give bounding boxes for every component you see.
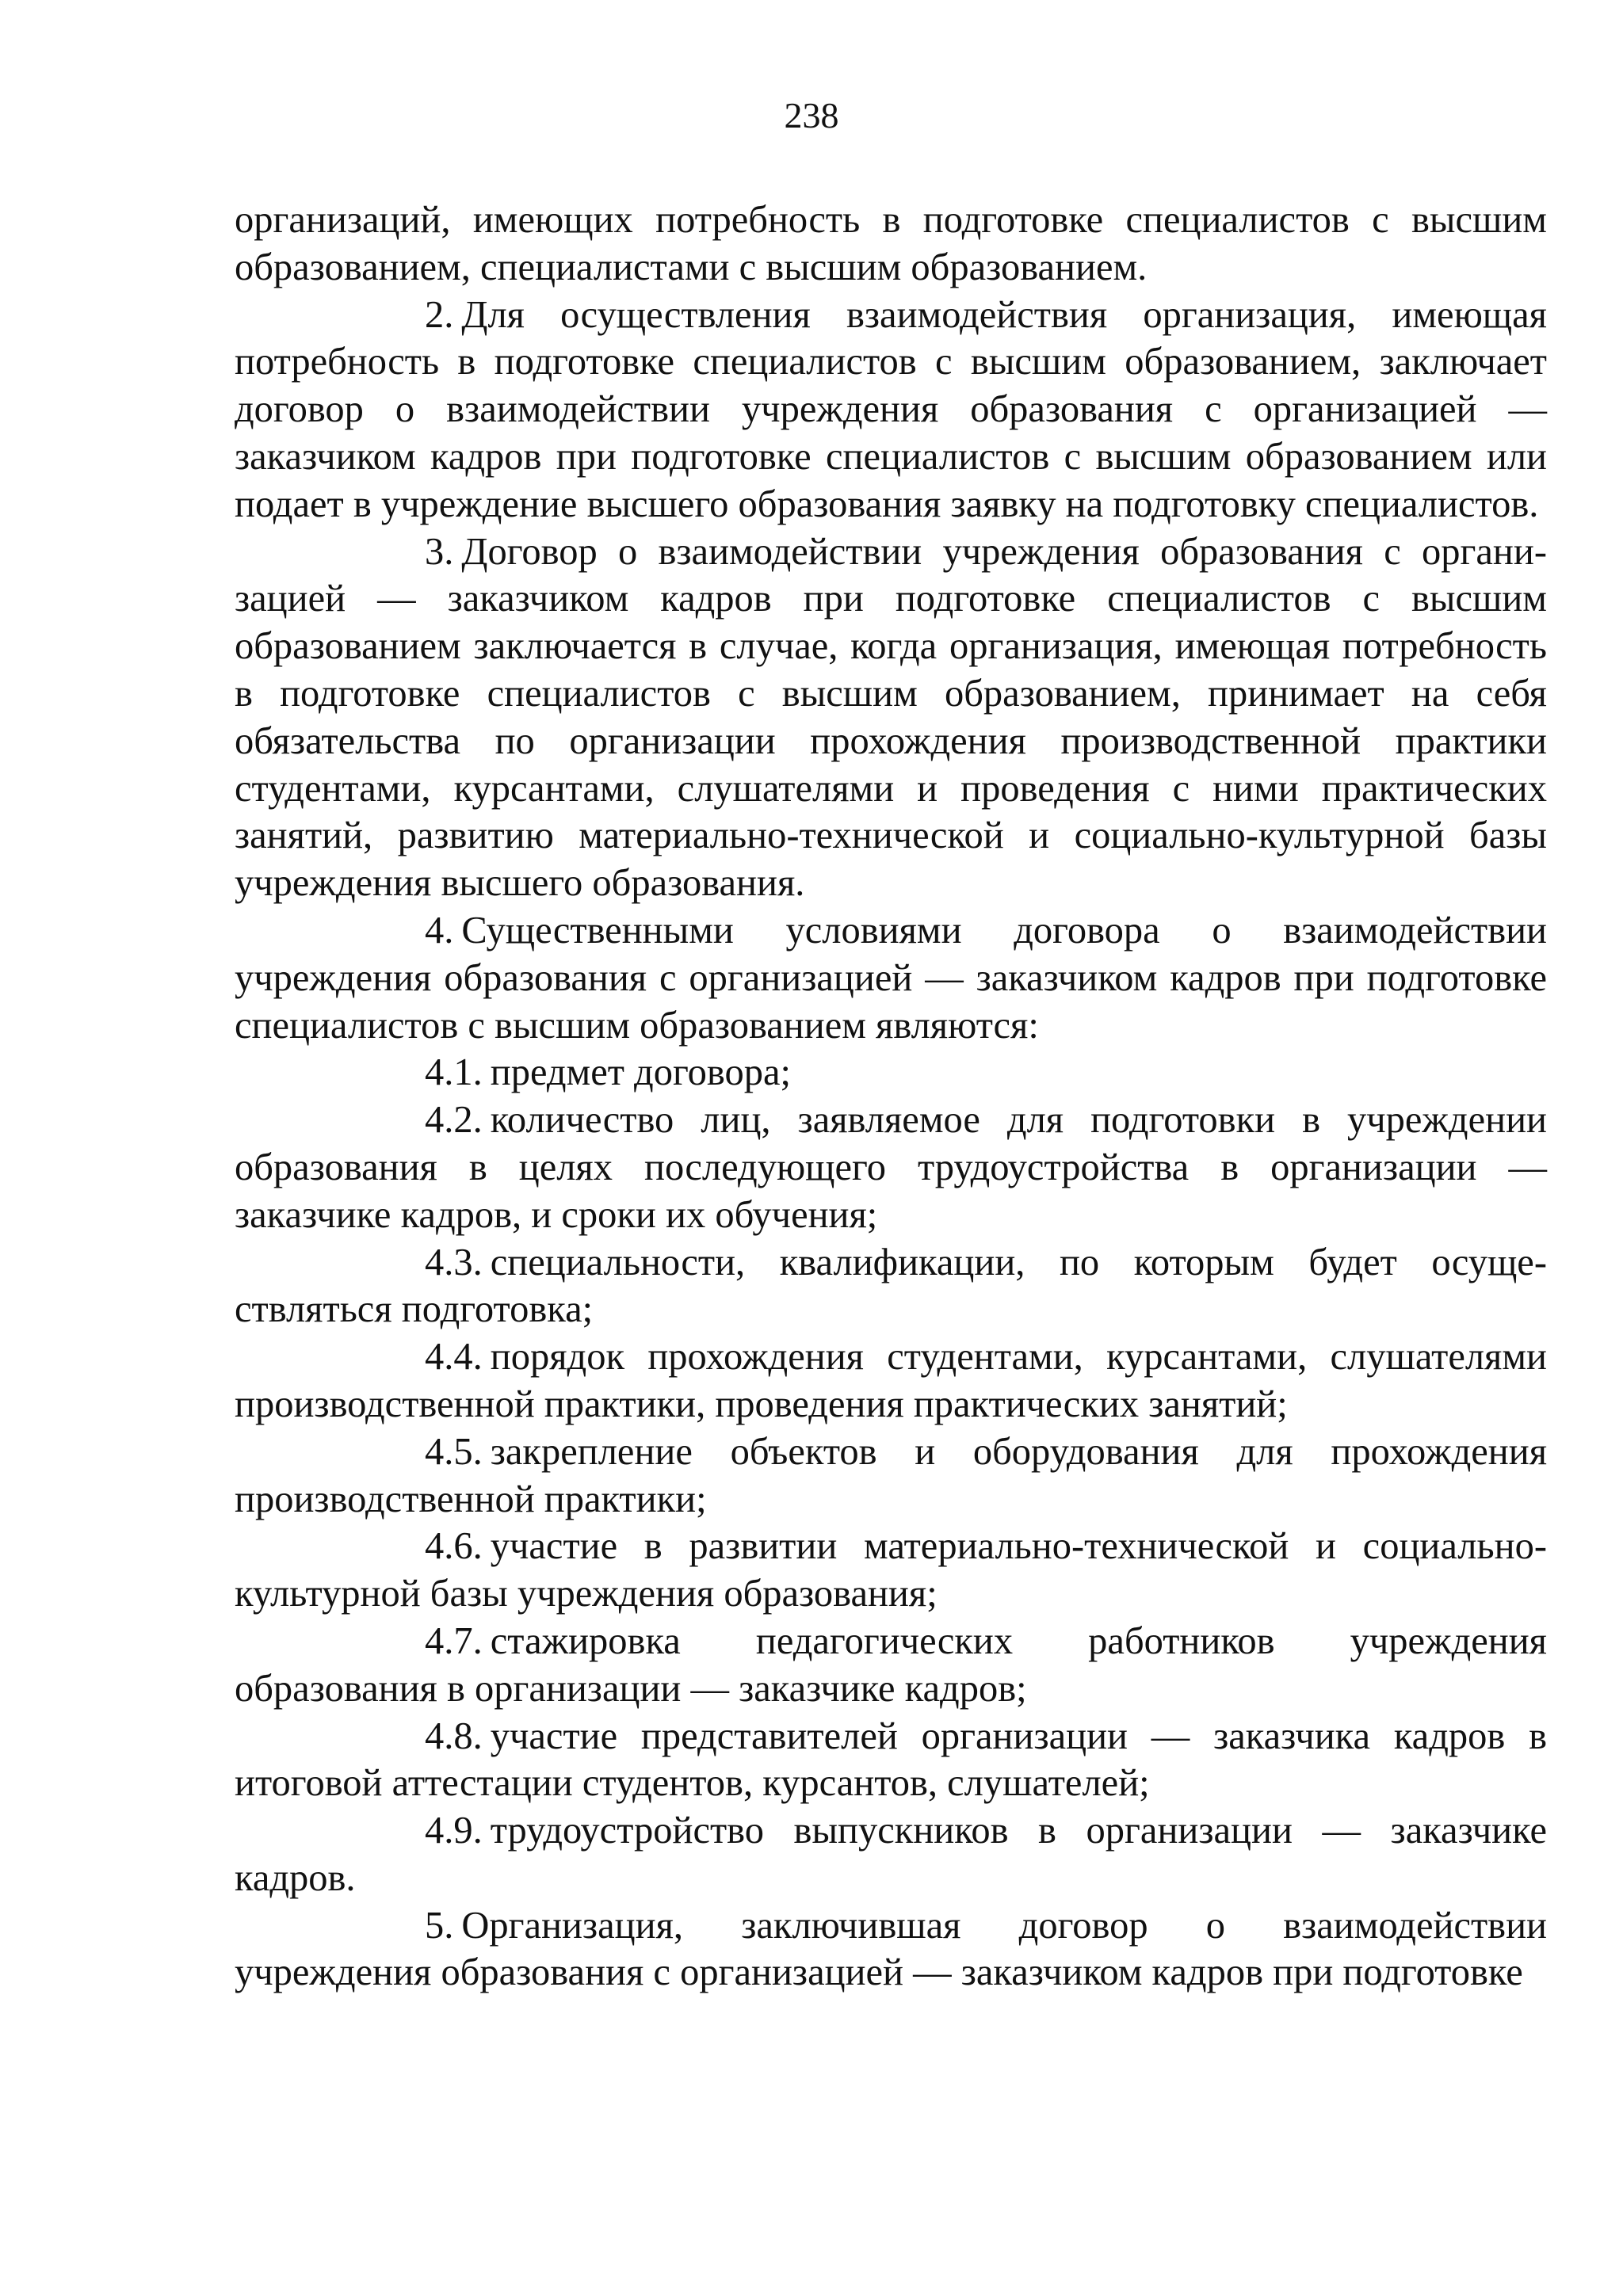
page-number: 238 [784,95,839,135]
paragraph-text: порядок прохождения студентами, курсантами, слушателями производственной практики, проведения практических занятий; [235,1336,1547,1425]
paragraph-4-3 [235,1239,1547,1334]
item-number: 4.5. [425,1430,483,1473]
paragraph-5 [235,1902,1547,1997]
item-number: 4.3. [425,1241,483,1283]
document-body [235,196,1547,1997]
paragraph-text: Существенными условиями договора о взаимодействии учреждения образования с организацией — заказчиком кадров при подготовке специалистов с высшим образованием являются: [235,909,1547,1047]
item-number: 4.2. [425,1099,483,1142]
paragraph-4-5 [235,1428,1547,1524]
paragraph-text: закрепление объектов и оборудования для прохождения производственной практики; [235,1430,1547,1520]
item-number: 4.9. [425,1810,483,1852]
paragraph-4-6 [235,1523,1547,1618]
item-number: 4.8. [425,1714,483,1757]
paragraph-text: предмет договора; [490,1051,791,1094]
paragraph-text: Договор о взаимодействии учреждения образования с организацией — заказчиком кадров при подготовке специалистов с высшим образованием заключается в случае, когда организация, имеющая потребность в подготовке специалистов с высшим образованием, принимает на себя обязательства по организации прохождения производственной практики студентами, курсантами, слушателями и проведения с ними практических занятий, развитию материально-технической и социально-культурной базы учреждения высшего образования. [235,530,1547,905]
paragraph-text: стажировка педагогических работников учреждения образования в организации — заказчике кадров; [235,1619,1547,1710]
item-number: 5. [425,1904,454,1947]
paragraph-4-7 [235,1618,1547,1713]
paragraph-text: специальности, квалификации, по которым будет осуществляться подготовка; [235,1241,1547,1331]
item-number: 4.7. [425,1619,483,1662]
paragraph-4-2 [235,1097,1547,1238]
paragraph-4-4 [235,1333,1547,1428]
item-number: 4.4. [425,1336,483,1379]
item-number: 3. [425,530,454,573]
paragraph-text: Для осуществления взаимодействия организация, имеющая потребность в подготовке специалистов с высшим образованием, заключает договор о взаимодействии учреждения образования с организацией — заказчиком кадров при подготовке специалистов с высшим образованием или подает в учреждение высшего образования заявку на подготовку специалистов. [235,293,1547,525]
paragraph-text: участие в развитии материально-технической и социально-культурной базы учреждения образования; [235,1525,1547,1615]
item-number: 2. [425,293,454,336]
paragraph-text: количество лиц, заявляемое для подготовки в учреждении образования в целях последующего трудоустройства в организации — заказчике кадров, и сроки их обучения; [235,1099,1547,1236]
item-number: 4.1. [425,1051,483,1094]
item-number: 4.6. [425,1525,483,1568]
paragraph-text: Организация, заключившая договор о взаимодействии учреждения образования с организацией — заказчиком кадров при подготовке [235,1904,1547,1994]
paragraph-2 [235,292,1547,528]
paragraph-4-9 [235,1807,1547,1902]
paragraph-text: трудоустройство выпускников в организации — заказчике кадров. [235,1810,1547,1899]
item-number: 4. [425,909,454,952]
paragraph-text: организаций, имеющих потребность в подготовке специалистов с высшим образованием, специалистами с высшим образованием. [235,199,1547,288]
paragraph-4-8 [235,1713,1547,1808]
paragraph-4-1 [235,1049,1547,1097]
paragraph-text: участие представителей организации — заказчика кадров в итоговой аттестации студентов, курсантов, слушателей; [235,1714,1547,1805]
paragraph-4 [235,907,1547,1049]
paragraph-continuation [235,196,1547,292]
paragraph-3 [235,528,1547,907]
